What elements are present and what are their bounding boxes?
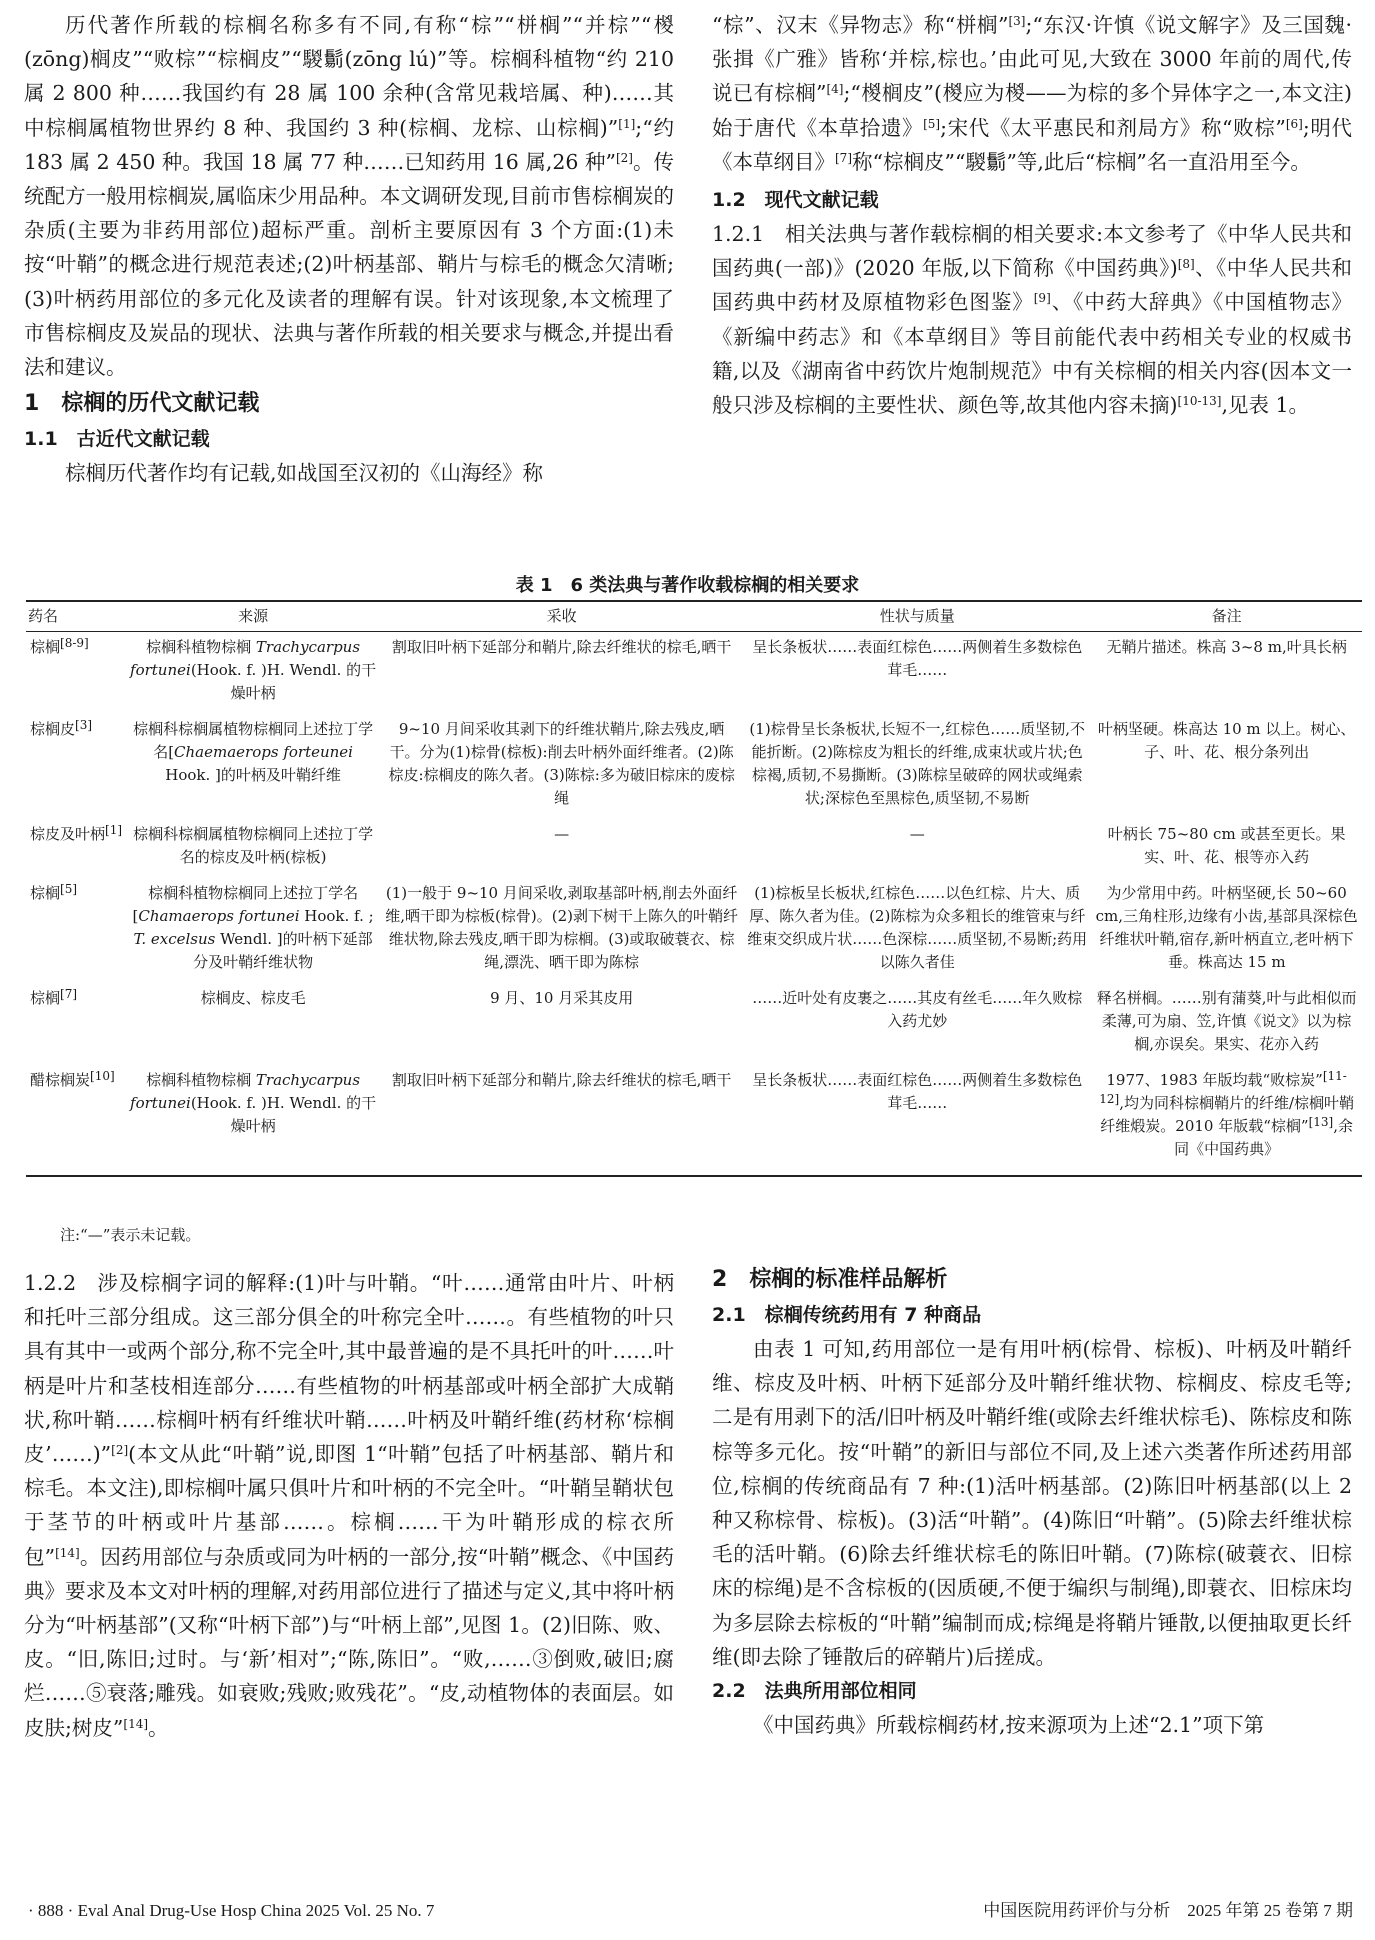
table-header-row: [26, 601, 1362, 632]
source-text: Wendl. ]的叶柄下延部分及叶鞘纤维状物: [193, 930, 373, 971]
cell-quality: 呈长条板状……表面红棕色……两侧着生多数棕色茸毛……: [743, 1065, 1091, 1176]
citation-ref[interactable]: [9]: [1033, 291, 1051, 306]
citation-ref[interactable]: [2]: [111, 1443, 129, 1458]
section-title: 法典所用部位相同: [764, 1680, 917, 1703]
section-heading-2: [712, 1262, 1352, 1298]
header-harvest: 采收: [380, 601, 743, 632]
citation-ref[interactable]: [10-13]: [1177, 394, 1222, 409]
citation-ref[interactable]: [3]: [1008, 14, 1026, 28]
remark-text: ,均为同科棕榈鞘片的纤维/棕榈叶鞘纤维煅炭。2010 年版载“棕榈”: [1100, 1094, 1355, 1135]
text: ;宋代《太平惠民和剂局方》称“败棕”: [940, 115, 1286, 140]
section-number: 2.1: [712, 1304, 746, 1326]
section-heading-2-1: [712, 1298, 1352, 1332]
drug-name: 醋棕榈炭: [30, 1071, 91, 1089]
drug-name: 棕榈皮: [30, 720, 76, 738]
cell-harvest: 9 月、10 月采其皮用: [490, 989, 634, 1007]
intro-text-c: 。传统配方一般用棕榈炭,属临床少用品种。本文调研发现,目前市售棕榈炭的杂质(主要为非药用部位)超标严重。剖析主要原因有 3 个方面:(1)未按“叶鞘”的概念进行规范表述;(2)叶柄基部、鞘片与棕毛的概念欠清晰;(3)叶柄药用部位的多元化及读者的理解有误。针对该现象,本文梳理了市售棕榈皮及炭品的现状、法典与著作所载的相关要求与概念,并提出看法和建议。: [24, 149, 674, 380]
source-text: 棕榈科植物棕榈: [146, 638, 256, 656]
cell-quality: ……近叶处有皮裹之……其皮有丝毛……年久败棕入药尤妙: [752, 989, 1083, 1030]
cell-drug-name: [26, 632, 126, 715]
cell-drug-name: [26, 819, 126, 878]
drug-name: 棕榈: [30, 638, 61, 656]
section-number: 1.2: [712, 189, 746, 212]
citation-ref[interactable]: [4]: [826, 82, 844, 97]
cell-source: [126, 819, 380, 878]
remark-text: 叶柄长 75~80 cm 或甚至更长。果实、叶、花、根等亦入药: [1107, 825, 1346, 866]
cell-harvest: 9~10 月间采收其剥下的纤维状鞘片,除去残皮,晒干。分为(1)棕骨(棕板):削去叶柄外面纤维者。(2)陈棕皮:棕榈皮的陈久者。(3)陈棕:多为破旧棕床的废棕绳: [388, 720, 735, 807]
table-1: [26, 600, 1362, 1177]
remark-text: 为少常用中药。叶柄坚硬,长 50~60 cm,三角柱形,边缘有小齿,基部具深棕色纤维状叶鞘,宿存,新叶柄直立,老叶柄下垂。株高达 15 m: [1095, 884, 1358, 971]
source-text: Hook. ]的叶柄及叶鞘纤维: [165, 766, 341, 784]
cell-quality: —: [909, 825, 925, 843]
text: ;“椶榈皮”(椶应为椶——为棕的多个异体字之一,本文注)始于唐代《本草拾遗》: [712, 81, 1352, 140]
citation-ref[interactable]: [1]: [105, 823, 123, 837]
text: “棕”、汉末《异物志》称“栟榈”: [712, 13, 1009, 37]
latin-name: Trachycarpus fortunei: [130, 1071, 361, 1112]
remark-text: 释名栟榈。……别有蒲葵,叶与此相似而柔薄,可为扇、笠,许慎《说文》以为棕榈,亦误矣。果实、花亦入药: [1096, 989, 1357, 1053]
citation-ref[interactable]: [6]: [1285, 116, 1303, 131]
latin-name: Chaemaerops forteunei: [174, 743, 353, 761]
intro-paragraph: [24, 8, 674, 384]
intro-text-b: ;“约 183 属 2 450 种。我国 18 属 77 种……已知药用 16 属,26 种”: [24, 115, 674, 174]
text: ;明代《本草纲目》: [712, 115, 1352, 174]
table-row: [26, 1065, 1362, 1176]
paragraph-1-2-1: [712, 217, 1352, 422]
text: ,见表 1。: [1221, 393, 1310, 418]
cell-harvest: —: [554, 825, 570, 843]
text: 称“棕榈皮”“騣𩮜”等,此后“棕榈”名一直沿用至今。: [852, 149, 1311, 174]
cell-source: [126, 878, 380, 983]
source-text: (Hook. f. )H. Wendl. 的干燥叶柄: [190, 1094, 377, 1135]
cell-drug-name: [26, 714, 126, 819]
cell-source: [126, 983, 380, 1065]
cell-remark: [1091, 819, 1362, 878]
citation-ref[interactable]: [7]: [835, 150, 852, 165]
cell-remark: [1091, 1065, 1362, 1176]
citation-ref[interactable]: [14]: [123, 1716, 149, 1731]
source-text: 棕榈科植物棕榈同上述拉丁学名[: [132, 884, 359, 925]
text: 相关法典与著作载棕榈的相关要求:本文参考了《中华人民共和国药典(一部)》(2020 年版,以下简称《中国药典》): [712, 222, 1352, 281]
left-column-bottom: [24, 1266, 674, 1745]
section-heading-1-1: [24, 422, 674, 456]
cell-quality: 呈长条板状……表面红棕色……两侧着生多数棕色茸毛……: [752, 638, 1083, 679]
cell-remark: [1091, 632, 1362, 715]
source-text: 棕榈科植物棕榈: [146, 1071, 256, 1089]
cell-harvest: 割取旧叶柄下延部分和鞘片,除去纤维状的棕毛,晒干: [380, 1065, 743, 1176]
drug-name: 棕榈: [30, 884, 61, 902]
text: (本文从此“叶鞘”说,即图 1“叶鞘”包括了叶柄基部、鞘片和棕毛。本文注),即棕榈叶属只俱叶片和叶柄的不完全叶。“叶鞘呈鞘状包于茎节的叶柄或叶片基部……。棕榈……干为叶鞘形成的棕衣所包”: [24, 1442, 674, 1569]
citation-ref[interactable]: [5]: [923, 116, 941, 131]
cell-remark: [1091, 983, 1362, 1065]
header-drug-name: 药名: [26, 601, 126, 632]
table-note: 注:“—”表示未记载。: [60, 1226, 201, 1244]
cell-quality: (1)棕骨呈长条板状,长短不一,红棕色……质坚韧,不能折断。(2)陈棕皮为粗长的纤维,成束状或片状;色棕褐,质韧,不易撕断。(3)陈棕呈破碎的网状或绳索状;深棕色至黑棕色,质坚韧,不易断: [749, 720, 1085, 807]
cell-drug-name: [26, 1065, 126, 1176]
citation-ref[interactable]: [13]: [1308, 1115, 1334, 1129]
drug-name: 棕榈: [30, 989, 61, 1007]
text: 涉及棕榈字词的解释:(1)叶与叶鞘。“叶……通常由叶片、叶柄和托叶三部分组成。这三部分俱全的叶称完全叶……。有些植物的叶只具有其中一或两个部分,称不完全叶,其中最普遍的是不具托叶的叶……叶柄是叶片和茎枝相连部分……有些植物的叶柄基部或叶柄全部扩大成鞘状,称叶鞘……棕榈叶柄有纤维状叶鞘……叶柄及叶鞘纤维(药材称‘棕榈皮’……)”: [24, 1271, 674, 1467]
table-row: [26, 714, 1362, 819]
section-title: 古近代文献记载: [76, 428, 210, 451]
cell-remark: [1091, 878, 1362, 983]
subsection-number: 1.2.2: [24, 1271, 77, 1295]
section-number: 1.1: [24, 428, 58, 451]
latin-name: Trachycarpus fortunei: [130, 638, 361, 679]
remark-text: ,余同《中国药典》: [1174, 1117, 1353, 1158]
section-title: 棕榈的历代文献记载: [61, 391, 260, 417]
paragraph-1-1-cont: [712, 8, 1352, 179]
drug-name: 棕皮及叶柄: [30, 825, 106, 843]
source-text: 棕榈科棕榈属植物棕榈同上述拉丁学名[: [133, 720, 374, 761]
cell-drug-name: [26, 983, 126, 1065]
section-number: 1: [24, 391, 40, 417]
footer-journal-en: · 888 · Eval Anal Drug-Use Hosp China 2025 Vol. 25 No. 7: [28, 1901, 435, 1920]
citation-ref[interactable]: [5]: [60, 882, 78, 896]
left-column-top: [24, 8, 674, 490]
section-title: 棕榈的标准样品解析: [749, 1267, 948, 1292]
source-text: Hook. f. ;: [299, 907, 374, 925]
remark-text: 叶柄坚硬。株高达 10 m 以上。树心、子、叶、花、根分条列出: [1097, 720, 1356, 761]
section-title: 棕榈传统药用有 7 种商品: [764, 1304, 982, 1326]
citation-ref[interactable]: [11-12]: [1099, 1069, 1347, 1106]
text: ;“东汉·许慎《说文解字》及三国魏·张揖《广雅》皆称‘并棕,棕也。’由此可见,大致在 3000 年前的周代,传说已有棕榈”: [712, 13, 1353, 106]
section-number: 2.2: [712, 1680, 746, 1703]
table-row: [26, 983, 1362, 1065]
section-heading-2-2: [712, 1674, 1352, 1708]
cell-source: [126, 714, 380, 819]
remark-text: 无鞘片描述。株高 3~8 m,叶具长柄: [1106, 638, 1347, 656]
section-number: 2: [712, 1267, 728, 1292]
citation-ref[interactable]: [1]: [618, 116, 636, 131]
latin-name: T. excelsus: [133, 930, 216, 948]
section-heading-1: [24, 386, 674, 422]
remark-text: 1977、1983 年版均载“败棕炭”: [1106, 1071, 1323, 1089]
source-text: (Hook. f. )H. Wendl. 的干燥叶柄: [190, 661, 377, 702]
text: 。: [148, 1715, 169, 1740]
table-row: [26, 819, 1362, 878]
section-title: 现代文献记载: [764, 189, 879, 212]
cell-harvest: 割取旧叶柄下延部分和鞘片,除去纤维状的棕毛,晒干: [391, 638, 732, 656]
text: 、《中药大辞典》《中国植物志》《新编中药志》和《本草纲目》等目前能代表中药相关专业的权威书籍,以及《湖南省中药饮片炮制规范》中有关棕榈的相关内容(因本文一般只涉及棕榈的主要性状、颜色等,故其他内容未摘): [712, 290, 1352, 418]
header-quality: 性状与质量: [743, 601, 1091, 632]
cell-source: [126, 632, 380, 715]
table-row: [26, 632, 1362, 715]
source-text: 棕榈科棕榈属植物棕榈同上述拉丁学名的棕皮及叶柄(棕板): [133, 825, 374, 866]
citation-ref[interactable]: [8]: [1177, 257, 1195, 272]
paragraph-2-1: 由表 1 可知,药用部位一是有用叶柄(棕骨、棕板)、叶柄及叶鞘纤维、棕皮及叶柄、叶柄下延部分及叶鞘纤维状物、棕榈皮、棕皮毛等;二是有用剥下的活/旧叶柄及叶鞘纤维(或除去纤维状棕毛)、陈棕皮和陈棕等多元化。按“叶鞘”的新旧与部位不同,及上述六类著作所述药用部位,棕榈的传统商品有 7 种:(1)活叶柄基部。(2)陈旧叶柄基部(以上 2 种又称棕骨、棕板)。(3)活“叶鞘”。(4)陈旧“叶鞘”。(5)除去纤维状棕毛的活叶鞘。(6)除去纤维状棕毛的陈旧叶鞘。(7)陈棕(破蓑衣、旧棕床的棕绳)是不含棕板的(因质硬,不便于编织与制绳),即蓑衣、旧棕床均为多层除去棕板的“叶鞘”编制而成;棕绳是将鞘片锤散,以便抽取更长纤维(即去除了锤散后的碎鞘片)后搓成。: [712, 1337, 1352, 1669]
paragraph-1-1-start: 棕榈历代著作均有记载,如战国至汉初的《山海经》称: [65, 461, 544, 486]
header-remark: 备注: [1091, 601, 1362, 632]
citation-ref[interactable]: [10]: [90, 1069, 115, 1083]
cell-harvest: (1)一般于 9~10 月间采收,剥取基部叶柄,削去外面纤维,晒干即为棕板(棕骨)。(2)剥下树干上陈久的叶鞘纤维状物,除去残皮,晒干即为棕榈。(3)或取破蓑衣、棕绳,漂洗、晒干即为陈棕: [385, 884, 739, 971]
citation-ref[interactable]: [7]: [60, 987, 78, 1001]
intro-text-a: 历代著作所载的棕榈名称多有不同,有称“棕”“栟榈”“并棕”“椶(zōng)榈皮”“败棕”“棕榈皮”“騣𩮜(zōng lú)”等。棕榈科植物“约 210 属 2 800 种……我国约有 28 属 100 余种(含常见栽培属、种)……其中棕榈属植物世界约 8 种、我国约 3 种(棕榈、龙棕、山棕榈)”: [24, 13, 674, 140]
citation-ref[interactable]: [3]: [75, 718, 93, 732]
right-column-top: [712, 8, 1352, 422]
footer-journal-cn: 中国医院用药评价与分析 2025 年第 25 卷第 7 期: [983, 1901, 1353, 1920]
table-title: 表 1 6 类法典与著作收载棕榈的相关要求: [515, 575, 860, 596]
right-column-bottom: [712, 1262, 1352, 1742]
paragraph-2-2: 《中国药典》所载棕榈药材,按来源项为上述“2.1”项下第: [753, 1713, 1265, 1738]
subsection-number: 1.2.1: [712, 222, 765, 247]
citation-ref[interactable]: [2]: [615, 150, 633, 165]
latin-name: Chamaerops fortunei: [138, 907, 300, 925]
cell-remark: [1091, 714, 1362, 819]
section-heading-1-2: [712, 183, 1352, 217]
paragraph-1-2-2: [24, 1266, 674, 1745]
cell-quality: (1)棕板呈长板状,红棕色……以色红棕、片大、质厚、陈久者为佳。(2)陈棕为众多粗长的维管束与纤维束交织成片状……色深棕……质坚韧,不易断;药用以陈久者佳: [747, 884, 1088, 971]
table-row: [26, 878, 1362, 983]
cell-source: [126, 1065, 380, 1176]
citation-ref[interactable]: [8-9]: [60, 636, 89, 650]
cell-drug-name: [26, 878, 126, 983]
text: 、《中华人民共和国药典中药材及原植物彩色图鉴》: [712, 256, 1352, 315]
text: 。因药用部位与杂质或同为叶柄的一部分,按“叶鞘”概念、《中国药典》要求及本文对叶柄的理解,对药用部位进行了描述与定义,其中将叶柄分为“叶柄基部”(又称“叶柄下部”)与“叶柄上部”,见图 1。(2)旧陈、败、皮。“旧,陈旧;过时。与‘新’相对”;“陈,陈旧”。“败,……③倒败,破旧;腐烂……⑤衰落;雕残。如衰败;残败;败残花”。“皮,动植物体的表面层。如皮肤;树皮”: [24, 1544, 675, 1740]
header-source: 来源: [126, 601, 380, 632]
citation-ref[interactable]: [14]: [55, 1545, 80, 1560]
source-text: 棕榈皮、棕皮毛: [200, 989, 306, 1007]
